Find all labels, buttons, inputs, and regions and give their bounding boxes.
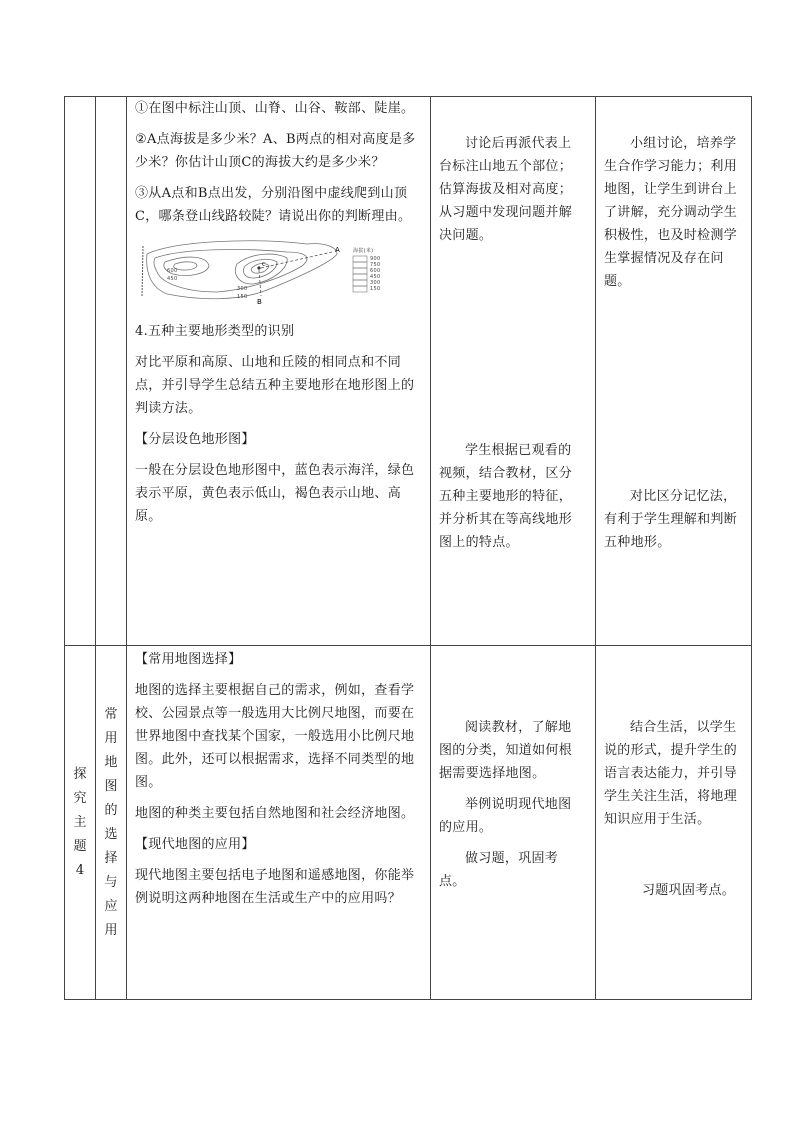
legend-value: 150 [370,286,381,292]
point-b-label: B [257,298,263,306]
legend-value: 300 [370,280,381,286]
design-intent-cell [596,646,752,1000]
subtopic-char: 择 [104,850,118,866]
point-c-label: C [262,262,266,268]
contour-label-150: 150 [237,294,248,300]
table-row [65,646,752,1000]
design-intent-3: 结合生活，以学生说的形式，提升学生的语言表达能力，并引导学生关注生活，将地理知识应用于生活。 [604,720,738,827]
subtopic-char: 用 [104,730,118,746]
summit-point [257,266,260,269]
map-selection-heading: 【常用地图选择】 [135,652,242,667]
subtopic-label [96,646,127,1000]
subtopic-cell-empty [96,97,127,646]
student-activity-1: 讨论后再派代表上台标注山地五个部位；估算海拔及相对高度；从习题中发现问题并解决问题。 [439,136,573,243]
legend-title: 海拔(米) [353,248,374,254]
design-intent-cell [596,97,752,646]
design-intent-2: 对比区分记忆法，有利于学生理解和判断五种地形。 [604,489,738,550]
layer-map-text: 一般在分层设色地形图中，蓝色表示海洋，绿色表示平原，黄色表示低山，褐色表示山地、高原。 [135,463,415,524]
theme-char: 主 [73,814,87,830]
legend-value: 600 [370,268,381,274]
modern-map-question: 现代地图主要包括电子地图和遥感地图，你能举例说明这两种地图在生活或生产中的应用吗？ [135,868,415,906]
section-4-text: 对比平原和高原、山地和丘陵的相同点和不同点，并引导学生总结五种主要地形在地形图上的判读方法。 [135,355,415,416]
contour-label-300: 300 [237,286,248,292]
theme-char: 题 [73,838,87,854]
subtopic-char: 应 [104,898,118,914]
student-activity-2: 学生根据已观看的视频，结合教材，区分五种主要地形的特征，并分析其在等高线地形图上的特点。 [439,443,573,550]
contour-label-600: 600 [167,268,178,274]
contour-map [137,238,407,306]
lesson-plan-table [64,96,752,1000]
theme-char: 4 [75,862,85,878]
subtopic-char: 图 [104,778,118,794]
subtopic-char: 选 [104,826,118,842]
content-cell [127,97,431,646]
design-intent-4: 习题巩固考点。 [642,883,736,898]
theme-char: 究 [73,790,87,806]
theme-char: 探 [73,766,87,782]
question-3: ③从A点和B点出发，分别沿图中虚线爬到山顶C，哪条登山线路较陡？请说出你的判断理由。 [135,186,412,224]
theme-cell-empty [65,97,96,646]
student-activity-cell [431,97,596,646]
point-a-label: A [335,246,341,254]
elevation-legend [353,256,380,292]
legend-value: 750 [370,262,381,268]
content-cell [127,646,431,1000]
design-intent-1: 小组讨论，培养学生合作学习能力；利用地图，让学生到讲台上了讲解，充分调动学生积极性，也及时检测学生掌握情况及存在问题。 [604,136,738,289]
section-4-title: 4.五种主要地形类型的识别 [135,324,295,339]
subtopic-char: 地 [104,754,118,770]
map-selection-text: 地图的选择主要根据自己的需求，例如，查看学校、公园景点等一般选用大比例尺地图，而要在世界地图中查找某个国家，一般选用小比例尺地图。此外，还可以根据需求，选择不同类型的地图。 [135,683,415,790]
student-activity-5: 做习题，巩固考点。 [439,851,559,889]
contour-map-figure [137,238,430,306]
table-row [65,97,752,646]
student-activity-4: 举例说明现代地图的应用。 [439,797,572,835]
modern-map-heading: 【现代地图的应用】 [135,837,255,852]
map-types-text: 地图的种类主要包括自然地图和社会经济地图。 [135,806,415,821]
contour-450-right [235,254,287,284]
legend-value: 450 [370,274,381,280]
question-1: ①在图中标注山顶、山脊、山谷、鞍部、陡崖。 [135,101,415,116]
subtopic-char: 常 [104,706,118,722]
student-activity-cell [431,646,596,1000]
cliff-line [142,246,143,296]
student-activity-3: 阅读教材，了解地图的分类，知道如何根据需要选择地图。 [439,720,573,781]
subtopic-char: 与 [104,874,118,890]
question-2: ②A点海拔是多少米？A、B两点的相对高度是多少米？你估计山顶C的海拔大约是多少米？ [135,132,416,170]
layer-map-heading: 【分层设色地形图】 [135,432,255,447]
subtopic-char: 的 [104,802,118,818]
theme-label [65,646,96,1000]
subtopic-char: 用 [104,922,118,938]
legend-value: 900 [370,256,381,262]
contour-label-450: 450 [167,276,178,282]
